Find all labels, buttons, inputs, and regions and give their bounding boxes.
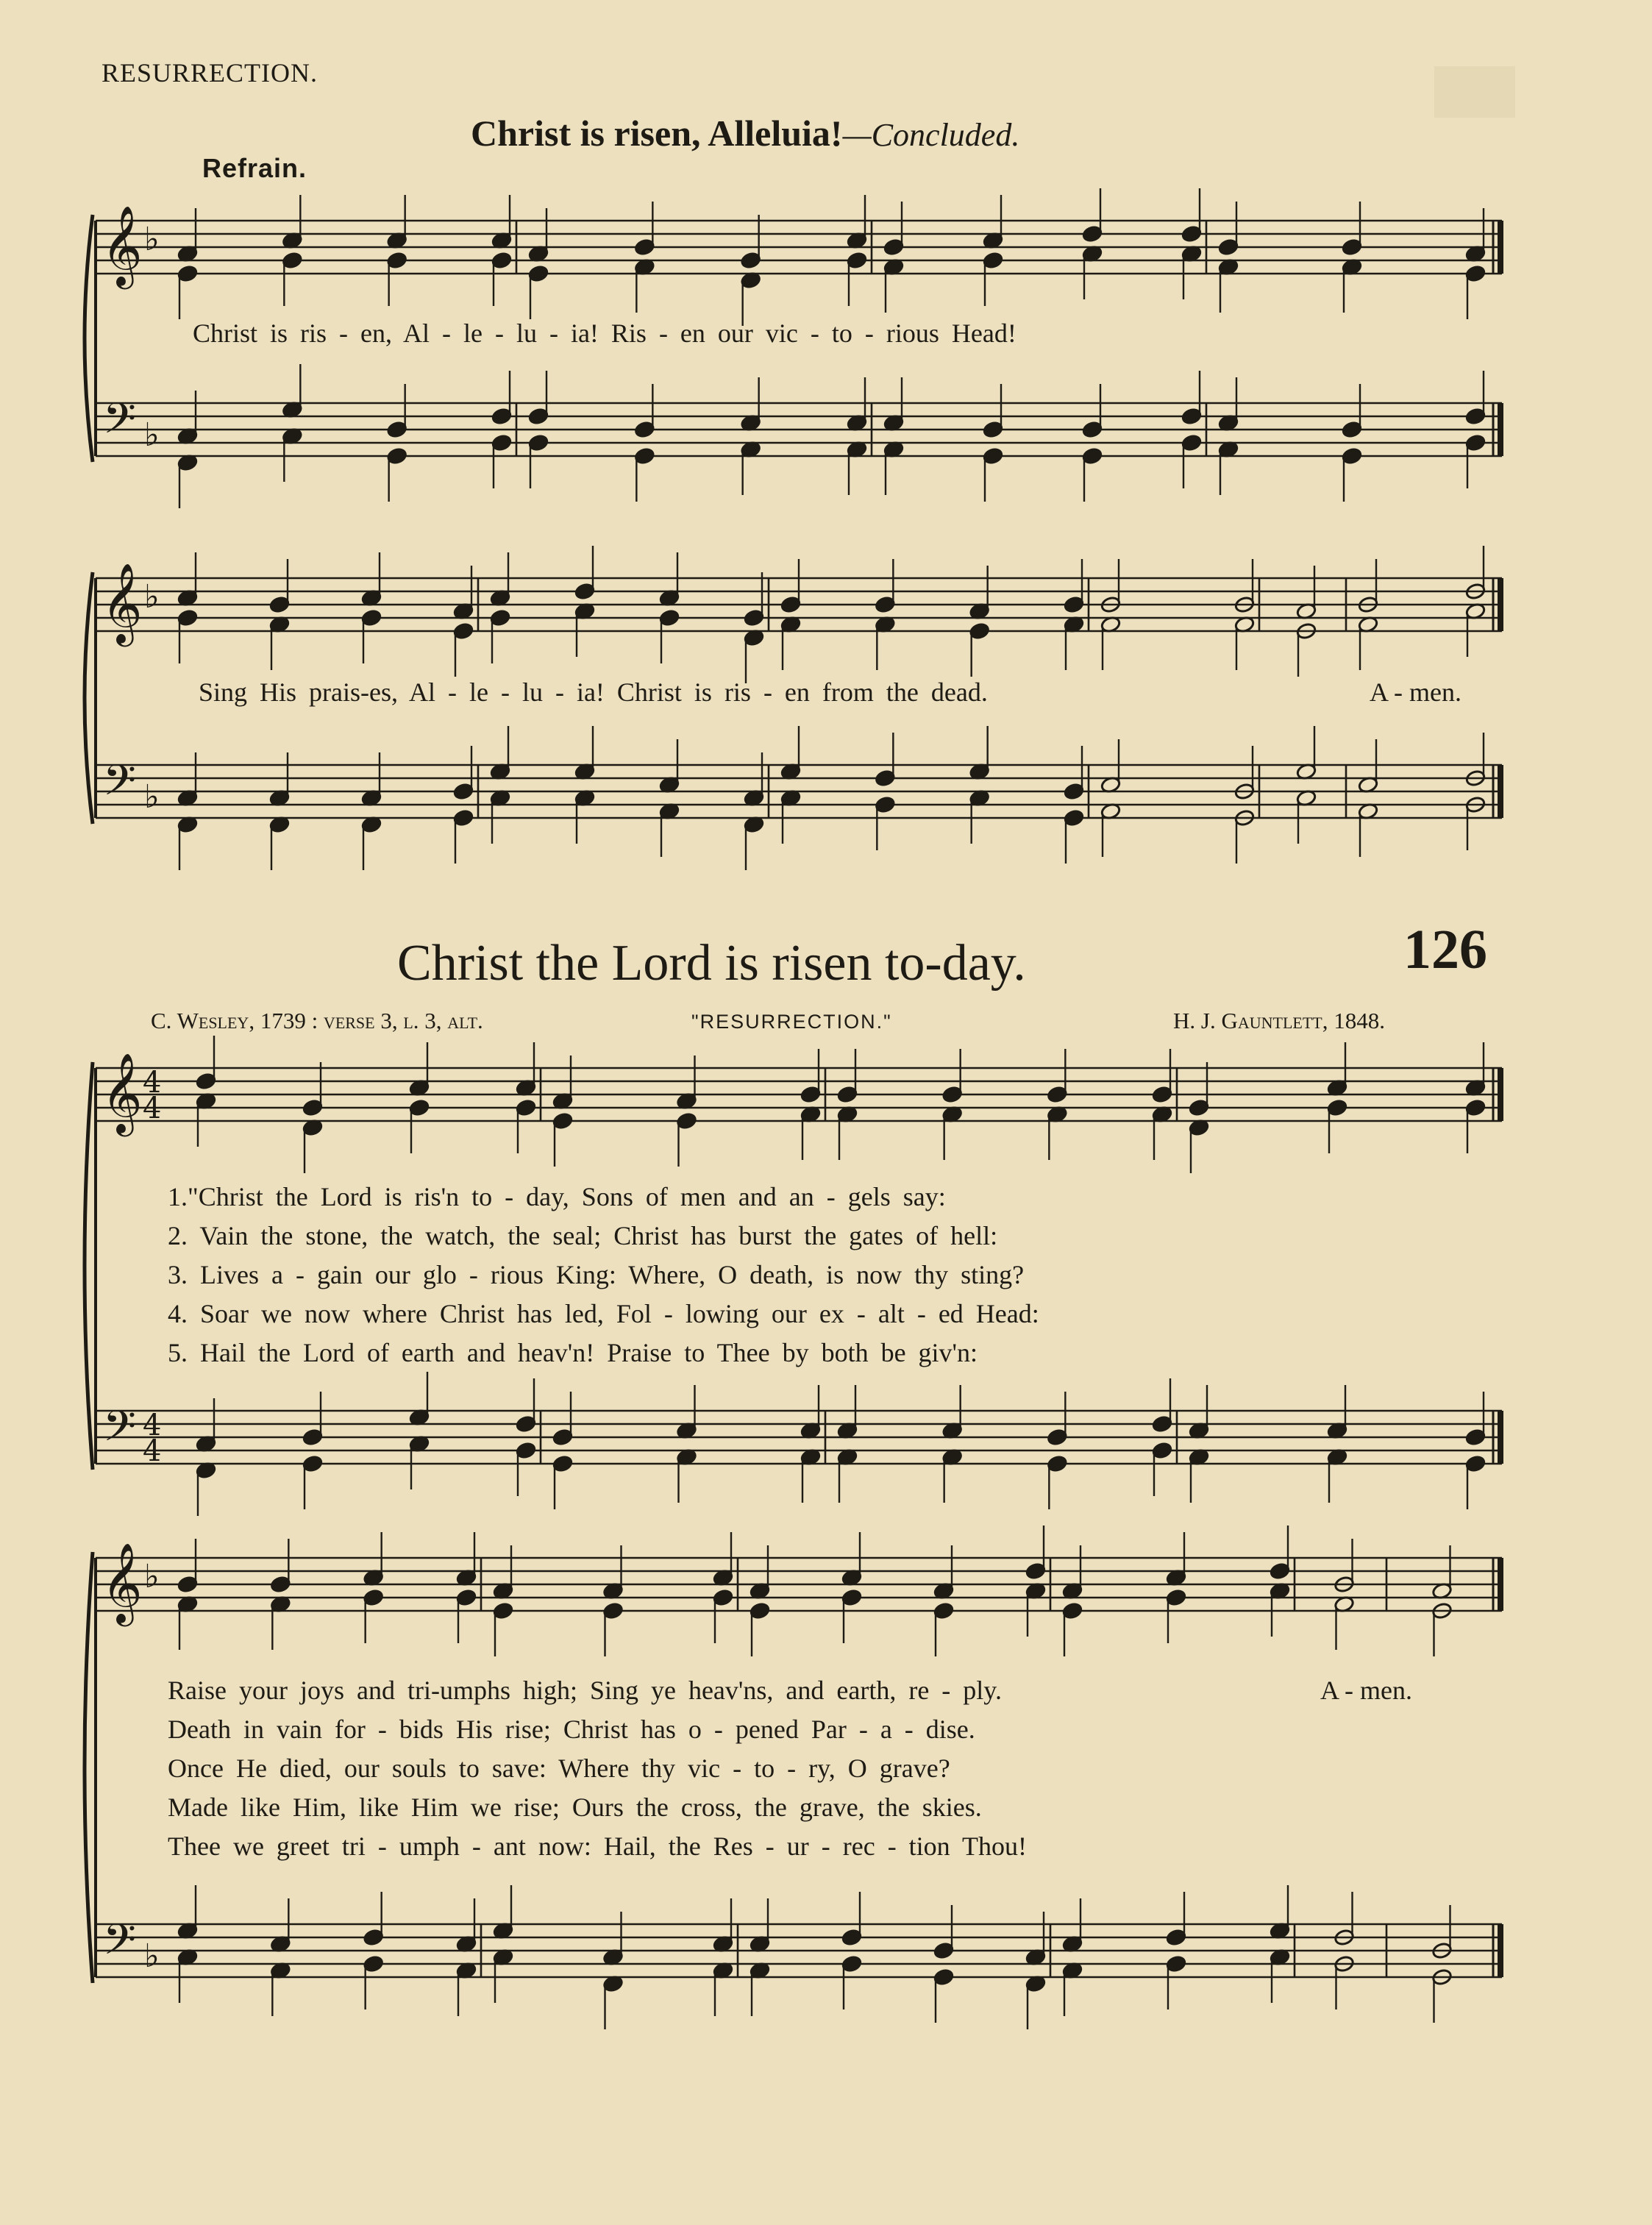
verse-line-part1: 1."Christ the Lord is ris'n to - day, Sons of men and an - gels say: bbox=[168, 1182, 946, 1211]
bass-clef-icon: 𝄢 bbox=[103, 1401, 137, 1462]
section-label: RESURRECTION. bbox=[102, 58, 318, 88]
system-brace bbox=[85, 1062, 93, 1470]
refrain-lyrics-line-2: Sing His prais-es, Al - le - lu - ia! Christ is ris - en from the dead. bbox=[199, 677, 988, 707]
time-signature-icon: 4 bbox=[143, 1066, 162, 1100]
bass-clef-icon: 𝄢 bbox=[103, 1915, 137, 1975]
refrain-amen: A - men. bbox=[1370, 677, 1461, 707]
previous-hymn-title-text: Christ is risen, Alleluia! bbox=[471, 113, 843, 154]
bleed-through-mark bbox=[1434, 66, 1515, 118]
verse-line-part1: 5. Hail the Lord of earth and heav'n! Praise to Thee by both be giv'n: bbox=[168, 1338, 978, 1367]
verse-line-part2: Made like Him, like Him we rise; Ours the cross, the grave, the skies. bbox=[168, 1793, 982, 1822]
tune-name: "RESURRECTION." bbox=[691, 1011, 892, 1033]
key-signature-flat-icon: ♭ bbox=[144, 778, 160, 816]
system-brace bbox=[85, 572, 93, 824]
refrain-lyrics-line-1: Christ is ris - en, Al - le - lu - ia! Ris - en our vic - to - rious Head! bbox=[193, 318, 1017, 348]
key-signature-flat-icon: ♭ bbox=[144, 1937, 160, 1975]
bass-clef-icon: 𝄢 bbox=[103, 755, 137, 816]
verse-line-part2: Once He died, our souls to save: Where thy vic - to - ry, O grave? bbox=[168, 1754, 950, 1783]
verse-line-part1: 3. Lives a - gain our glo - rious King: Where, O death, is now thy sting? bbox=[168, 1260, 1025, 1289]
time-signature-icon: 4 bbox=[143, 1092, 162, 1125]
hymn-amen: A - men. bbox=[1320, 1676, 1412, 1705]
composer-credit: H. J. Gauntlett, 1848. bbox=[1173, 1008, 1385, 1033]
treble-clef-icon: 𝄞 bbox=[102, 1543, 143, 1623]
verse-line-part1: 4. Soar we now where Christ has led, Fol - lowing our ex - alt - ed Head: bbox=[168, 1299, 1039, 1328]
previous-hymn-title-suffix: —Concluded. bbox=[842, 117, 1020, 153]
verse-line-part1: 2. Vain the stone, the watch, the seal; Christ has burst the gates of hell: bbox=[168, 1221, 998, 1250]
verse-line-part2: Thee we greet tri - umph - ant now: Hail, the Res - ur - rec - tion Thou! bbox=[168, 1831, 1028, 1861]
key-signature-flat-icon: ♭ bbox=[144, 578, 160, 616]
system-brace bbox=[85, 1552, 93, 1983]
key-signature-flat-icon: ♭ bbox=[144, 416, 160, 454]
treble-clef-icon: 𝄞 bbox=[102, 206, 143, 286]
verse-line-part2: Death in vain for - bids His rise; Christ has o - pened Par - a - dise. bbox=[168, 1715, 975, 1744]
author-credit: C. Wesley, 1739 : verse 3, l. 3, alt. bbox=[151, 1008, 483, 1033]
key-signature-flat-icon: ♭ bbox=[144, 221, 160, 258]
treble-clef-icon: 𝄞 bbox=[102, 1053, 143, 1133]
refrain-label: Refrain. bbox=[202, 153, 307, 183]
bass-clef-icon: 𝄢 bbox=[103, 394, 137, 454]
time-signature-icon: 4 bbox=[143, 1409, 162, 1442]
key-signature-flat-icon: ♭ bbox=[144, 1558, 160, 1595]
system-brace bbox=[85, 215, 93, 462]
hymn-title: Christ the Lord is risen to-day. bbox=[397, 935, 1026, 992]
treble-clef-icon: 𝄞 bbox=[102, 563, 143, 644]
hymn-number: 126 bbox=[1403, 919, 1487, 980]
verse-line-part2: Raise your joys and tri-umphs high; Sing ye heav'ns, and earth, re - ply. bbox=[168, 1676, 1002, 1705]
time-signature-icon: 4 bbox=[143, 1434, 162, 1468]
